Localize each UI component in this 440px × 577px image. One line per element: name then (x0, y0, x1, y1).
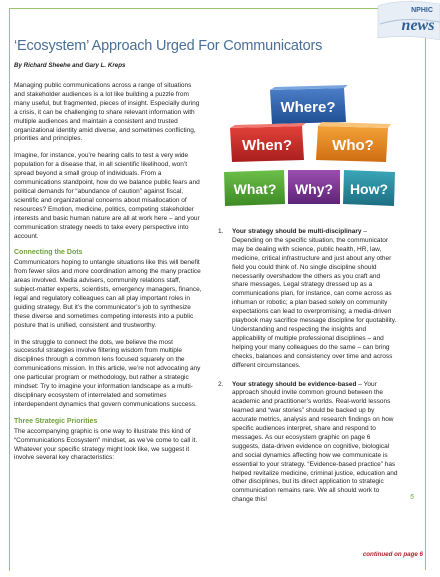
section1-paragraph-2: In the struggle to connect the dots, we believe the most successful strategies involve filtering wisdom from multiple disciplines through a common lens focused squarely on the communications mission. In this article, we’re not advocating any one particular program or methodology, but rather a strategic mindset: Try to imagine your information landscape as a multi-disciplinary ecosystem of interrelated and sometimes interdependent dynamics that govern communications success. (14, 338, 201, 408)
list-item-lead: Your strategy should be evidence-based (232, 380, 357, 388)
section-heading-connecting: Connecting the Dots (14, 249, 83, 257)
intro-paragraph-1: Managing public communications across a range of situations and stakeholder audiences is a lot like building a puzzle from many useful, but fragmented, pieces of insight. Especially during a crisis, it can be challenging to share relevant information with multiple audiences and maintain a consistent and trusted organizational identity amid diverse, and sometimes conflicting, priorities and principles. (14, 82, 200, 143)
nphic-news-logo (360, 0, 440, 40)
section2-paragraph-1: The accompanying graphic is one way to illustrate this kind of “Communications Ecosystem” mindset, as we’ve come to call it. Whatever your specific strategy might look like, we suggest it involve several key characteristics: (14, 427, 198, 462)
logo-nphic-text: NPHIC (411, 7, 433, 14)
section-heading-priorities: Three Strategic Priorities (14, 417, 98, 425)
list-item (218, 381, 398, 506)
right-column (218, 228, 398, 515)
article-byline: By Richard Sheehe and Gary L. Kreps (14, 62, 126, 69)
block-how (343, 170, 395, 206)
intro-paragraph-2: Imagine, for instance, you’re hearing calls to test a very wide population for a disease that, in all scientific likelihood, won’t spread beyond a small group of individuals. From a communications standpoint, how do we balance public fears and political demands for “abundance of caution” against fiscal, scientific and organizational concerns about misallocation of resources? Emotion, medicine, politics, competing stakeholder interests and basic human nature are all at work here – and your communication strategy needs to take every perspective into account. (14, 152, 200, 240)
list-item-text: – Depending on the specific situation, the communicator may be dealing with science, public health, HR, law, medicine, critical infrastructure and just about any other field you could think of. No single discipline should necessarily overshadow the others as you craft and share messages. Legal strategy dressed up as a communications plan, for instance, can come across as inhuman or robotic; a plan based solely on community expectations can lead to overpromising; a media-driven playbook may sacrifice message discipline for quotability. Understanding and respecting the insights and applicability of multiple professional disciplines – and helping your many colleagues do the same – can bring checks, balances and consistency over time and across different circumstances. (232, 228, 397, 369)
page-number: 5 (410, 494, 414, 501)
strategy-list (218, 228, 398, 505)
right-edge-line (425, 30, 426, 570)
question-blocks-illustration (222, 82, 397, 222)
block-where (270, 85, 348, 124)
word-what: What? (233, 181, 277, 197)
list-item-text: – Your approach should invite common ground between the academic and practitioner’s worlds. Real-world lessons learned and “war stories” should be backed up by accurate metrics, analysis and research findings on how specific audiences interpret, share and respond to messages. As our ecosystem graphic on page 6 suggests, data-driven evidence on cognitive, biological and social dynamics affecting how we communicate is essential to your strategy. “Evidence-based practice” has helped revitalize medicine, criminal justice, education and other disciplines, but its direct application to strategic communication remains rare. We all should work to change this! (232, 380, 398, 504)
block-why (288, 170, 340, 204)
continued-link[interactable]: continued on page 6 (362, 551, 423, 558)
word-where: Where? (280, 99, 336, 116)
word-who: Who? (332, 137, 374, 154)
block-what (224, 170, 285, 206)
logo-news-text: news (401, 17, 435, 34)
left-column (14, 82, 204, 471)
word-why: Why? (294, 181, 334, 197)
section1-paragraph-1: Communicators hoping to untangle situations like this will benefit from fewer silos and more coordination among the many practice areas involved. Media advisers, community relations staff, subject-matter experts, scientists, emergency managers, finance, legal and regulatory colleagues can all play important roles in guiding strategy. But it’s the communicator’s job to synthesize these diverse and sometimes competing interests into a public posture that is unified, consistent and trustworthy. (14, 259, 202, 329)
list-item (218, 228, 398, 371)
list-item-lead: Your strategy should be multi-disciplinary (232, 228, 362, 235)
list-item-number: 1. (218, 228, 224, 235)
block-who (316, 122, 391, 162)
word-how: How? (349, 181, 389, 197)
article-title: ‘Ecosystem’ Approach Urged For Communicators (14, 38, 323, 54)
word-when: When? (242, 137, 292, 154)
list-item-number: 2. (218, 380, 224, 388)
block-when (230, 123, 306, 162)
